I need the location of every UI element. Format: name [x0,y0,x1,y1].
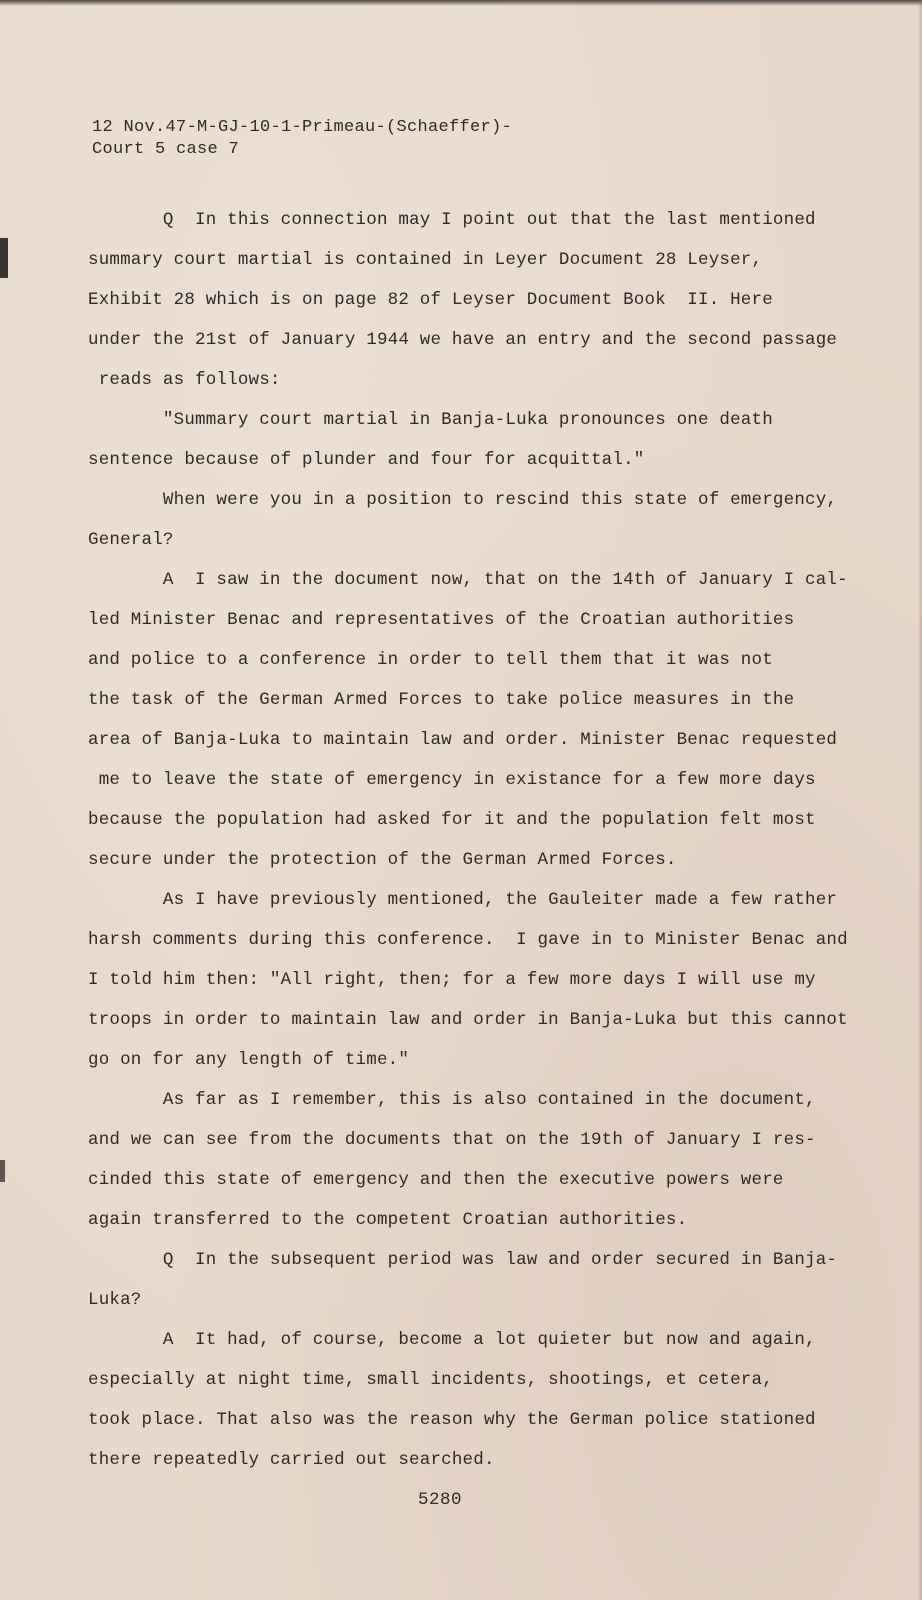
text-line: troops in order to maintain law and order in Banja-Luka but this cannot [88,1010,848,1030]
page-right-edge [918,0,922,1600]
header-court-line: Court 5 case 7 [92,140,240,159]
text-line: Q In the subsequent period was law and order secured in Banja- [88,1250,838,1270]
page-number: 5280 [418,1490,463,1510]
page-top-edge [0,0,922,6]
text-line: sentence because of plunder and four for acquittal." [88,450,645,470]
document-header [92,117,512,161]
transcript-body [88,200,848,1480]
text-line: "Summary court martial in Banja-Luka pronounces one death [88,410,773,430]
text-line: and police to a conference in order to tell them that it was not [88,650,773,670]
binding-mark [0,238,8,278]
text-line: led Minister Benac and representatives of the Croatian authorities [88,610,795,630]
text-line: As I have previously mentioned, the Gauleiter made a few rather [88,890,838,910]
text-line: harsh comments during this conference. I gave in to Minister Benac and [88,930,848,950]
text-line: summary court martial is contained in Leyer Document 28 Leyser, [88,250,763,270]
text-line: When were you in a position to rescind this state of emergency, [88,490,838,510]
text-line: Exhibit 28 which is on page 82 of Leyser Document Book II. Here [88,290,773,310]
text-line: cinded this state of emergency and then the executive powers were [88,1170,784,1190]
text-line: because the population had asked for it and the population felt most [88,810,816,830]
text-line: I told him then: "All right, then; for a few more days I will use my [88,970,816,990]
text-line: As far as I remember, this is also contained in the document, [88,1090,816,1110]
text-line: General? [88,530,174,550]
text-line: there repeatedly carried out searched. [88,1450,495,1470]
text-line: under the 21st of January 1944 we have an entry and the second passage [88,330,838,350]
text-line: again transferred to the competent Croatian authorities. [88,1210,688,1230]
text-line: took place. That also was the reason why the German police stationed [88,1410,816,1430]
text-line: go on for any length of time." [88,1050,410,1070]
text-line: A It had, of course, become a lot quieter but now and again, [88,1330,816,1350]
binding-mark [0,1160,5,1182]
text-line: the task of the German Armed Forces to take police measures in the [88,690,795,710]
text-line: area of Banja-Luka to maintain law and order. Minister Benac requested [88,730,838,750]
text-line: Luka? [88,1290,142,1310]
text-line: A I saw in the document now, that on the 14th of January I cal- [88,570,848,590]
text-line: and we can see from the documents that on the 19th of January I res- [88,1130,816,1150]
text-line: reads as follows: [88,370,281,390]
text-line: me to leave the state of emergency in existance for a few more days [88,770,816,790]
header-reference-line: 12 Nov.47-M-GJ-10-1-Primeau-(Schaeffer)- [92,118,513,137]
text-line: especially at night time, small incidents, shootings, et cetera, [88,1370,773,1390]
text-line: secure under the protection of the German Armed Forces. [88,850,677,870]
text-line: Q In this connection may I point out that the last mentioned [88,210,816,230]
